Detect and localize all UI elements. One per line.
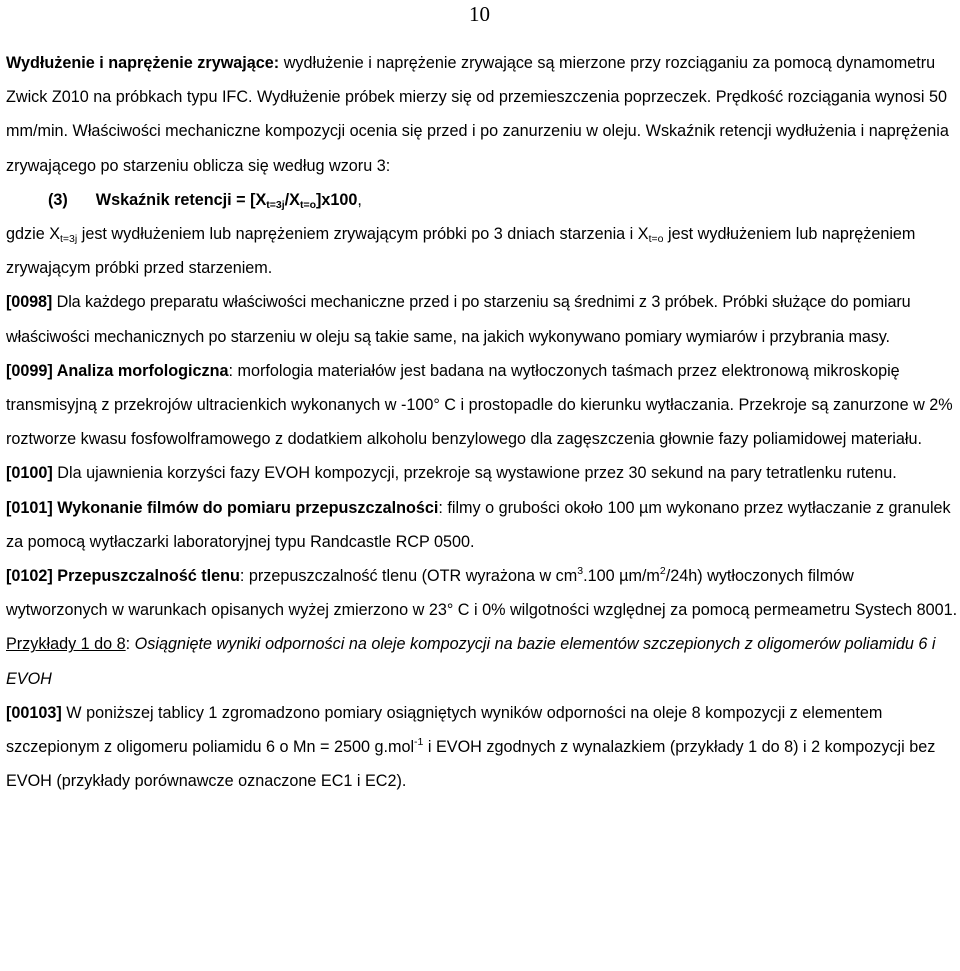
paragraph-0098 (6, 285, 958, 353)
document-body (6, 46, 958, 798)
formula-text: Wskaźnik retencji = [X (95, 190, 267, 209)
paragraph-elongation (6, 46, 958, 183)
formula-number: (3) (48, 190, 68, 209)
paragraph-tag: [0101] (6, 498, 53, 517)
paragraph-tag: [00103] (6, 703, 62, 722)
paragraph-0100 (6, 456, 958, 490)
paragraph-tag: [0102] (6, 567, 53, 586)
formula-3 (6, 183, 958, 217)
paragraph-text: .100 µm/m (583, 567, 660, 586)
paragraph-heading: Przepuszczalność tlenu (52, 567, 240, 586)
paragraph-0102 (6, 559, 958, 627)
formula-subscript: t=o (299, 198, 317, 211)
paragraph-heading: Wydłużenie i naprężenie zrywające: (6, 54, 280, 72)
paragraph-text: jest wydłużeniem lub naprężeniem zrywającym próbki po 3 dniach starzenia i X (77, 225, 649, 244)
superscript: -1 (414, 736, 424, 749)
examples-colon: : (125, 635, 131, 654)
paragraph-heading: Analiza morfologiczna (52, 361, 229, 380)
paragraph-tag: [0098] (6, 293, 53, 312)
paragraph-tag: [0099] (6, 361, 53, 380)
paragraph-00103 (6, 696, 958, 799)
paragraph-text: Dla każdego preparatu właściwości mechaniczne przed i po starzeniu są średnimi z 3 próbek. (52, 293, 718, 312)
paragraph-text: W poniższej tablicy 1 zgromadzono pomiary osiągniętych wyników odporności na oleje 8 kompozycji z elementem szczepionym z oligomeru poliamidu 6 o Mn = 2500 g.mol (6, 703, 883, 757)
paragraph-text: i EVOH zgodnych z wynalazkiem (przykłady 1 do 8) i 2 kompozycji bez EVOH (przykłady porównawcze oznaczone EC1 i EC2). (6, 738, 936, 791)
superscript: 3 (577, 565, 584, 578)
examples-heading: Przykłady 1 do 8 (6, 635, 126, 654)
paragraph-tag: [0100] (6, 464, 53, 483)
paragraph-text: Próbki służące do pomiaru właściwości mechanicznych po starzeniu w oleju są takie same, na jakich wykonywano pomiary wymiarów i przybrania masy. (6, 293, 911, 346)
paragraph-0101 (6, 491, 958, 559)
paragraph-heading: Wykonanie filmów do pomiaru przepuszczalności (52, 498, 439, 517)
paragraph-text: : morfologia materiałów jest badana na wytłoczonych taśmach przez elektronową mikroskopię transmisyjną z przekrojów ultracienkich wykonanych w -100° C i prostopadle do kierunku wytłaczania. (6, 361, 900, 415)
formula-text: /X (284, 190, 300, 209)
subscript: t=o (648, 233, 664, 246)
examples-title: Osiągnięte wyniki odporności na oleje kompozycji na bazie elementów szczepionych z oligomerów poliamidu 6 i EVOH (6, 635, 936, 688)
paragraph-text: Wskaźnik retencji wydłużenia i naprężenia zrywającego po starzeniu oblicza się według wzoru 3: (6, 122, 949, 175)
paragraph-text: wydłużenie i naprężenie zrywające są mierzone przy rozciąganiu za pomocą dynamometru Zwick Z010 na próbkach typu IFC. Wydłużenie próbek mierzy się od przemieszczenia poprzeczek. Prędkość rozciągania wynosi 50 mm/min. Właściwości mechaniczne kompozycji ocenia się przed i po zanurzeniu w oleju. (6, 54, 947, 141)
paragraph-text: /24h) wytłoczonych filmów wytworzonych w warunkach opisanych wyżej zmierzono w 23° C i 0% wilgotności względnej za pomocą permeametru Systech 8001. (6, 567, 958, 620)
paragraph-formula-definition (6, 217, 958, 285)
paragraph-text: jest wydłużeniem lub naprężeniem zrywającym próbki przed starzeniem. (6, 225, 916, 278)
paragraph-text: : filmy o grubości około 100 µm wykonano przez wytłaczanie z granulek za pomocą wytłaczarki laboratoryjnej typu Randcastle RCP 0500. (6, 498, 951, 551)
formula-text: ]x100 (316, 190, 358, 209)
paragraph-0099 (6, 354, 958, 457)
paragraph-examples-heading (6, 627, 958, 695)
formula-tail: , (357, 190, 362, 209)
paragraph-text: Przekroje są zanurzone w 2% roztworze kwasu fosfowolframowego z dodatkiem alkoholu benzylowego dla zagęszczenia głownie fazy poliamidowej materiału. (6, 396, 953, 449)
paragraph-text: : przepuszczalność tlenu (OTR wyrażona w cm (239, 567, 578, 586)
paragraph-text: Dla ujawnienia korzyści fazy EVOH kompozycji, przekroje są wystawione przez 30 sekund na pary tetratlenku rutenu. (52, 464, 897, 483)
formula-subscript: t=3j (266, 198, 285, 211)
paragraph-text: gdzie X (6, 225, 60, 244)
page-number: 10 (469, 2, 490, 26)
superscript: 2 (659, 565, 666, 578)
subscript: t=3j (60, 233, 78, 246)
